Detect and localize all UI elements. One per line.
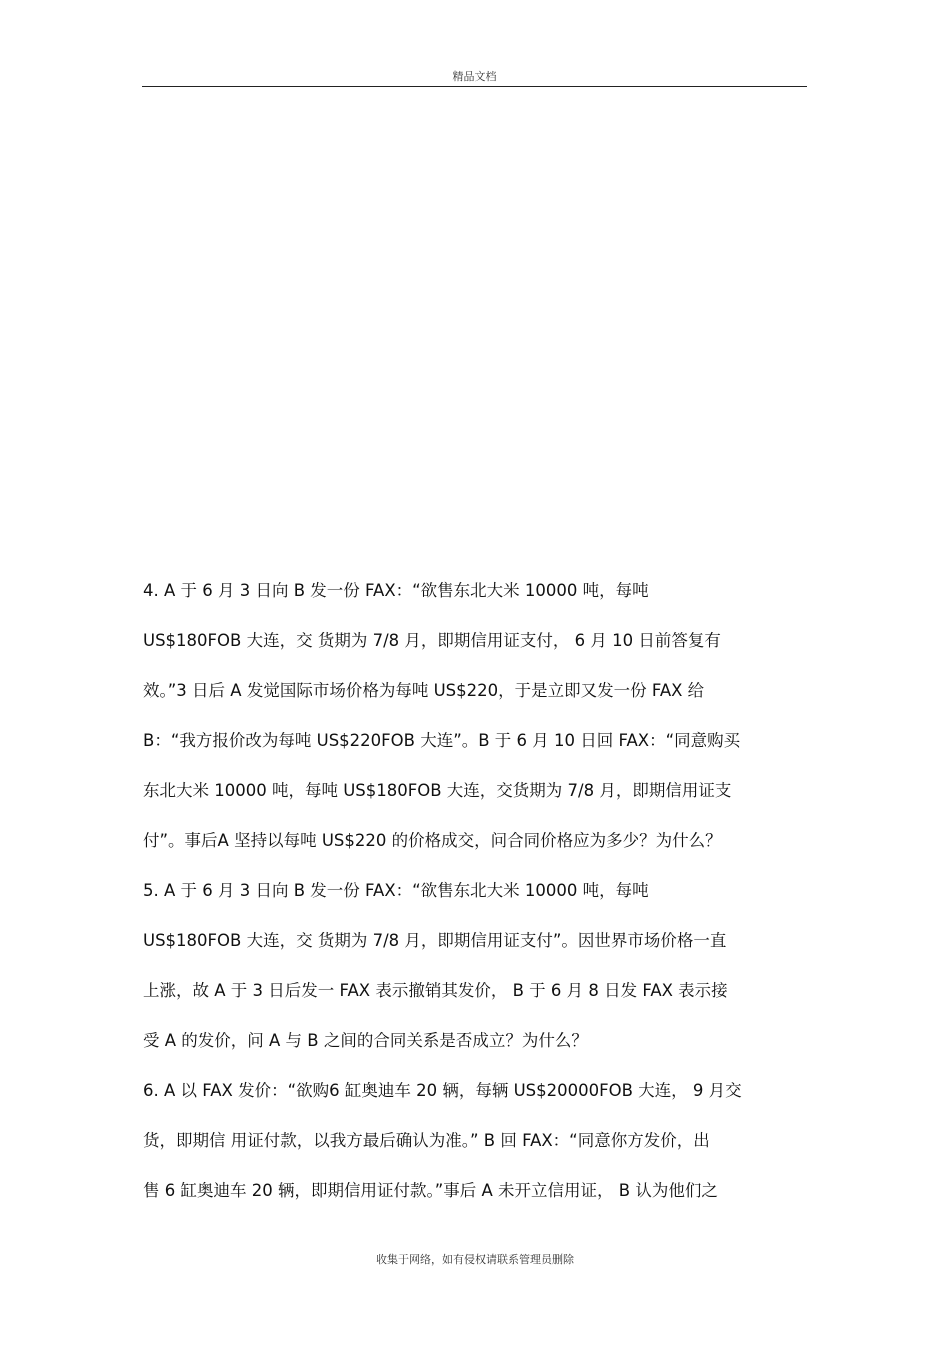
text-line: US$180FOB 大连，交 货期为 7/8 月，即期信用证支付， 6 月 10 日前答复有 [143, 631, 721, 650]
text-line: 上涨，故 A 于 3 日后发一 FAX 表示撤销其发价， B 于 6 月 8 日发 FAX 表示接 [143, 981, 728, 1000]
text-line: 效。”3 日后 A 发觉国际市场价格为每吨 US$220，于是立即又发一份 FAX 给 [143, 681, 705, 700]
text-line: 货，即期信 用证付款，以我方最后确认为准。” B 回 FAX：“同意你方发价，出 [143, 1131, 710, 1150]
text-line: 东北大米 10000 吨，每吨 US$180FOB 大连，交货期为 7/8 月，即期信用证支 [143, 781, 732, 800]
text-line: US$180FOB 大连，交 货期为 7/8 月，即期信用证支付”。因世界市场价格一直 [143, 931, 727, 950]
text-line: 4. A 于 6 月 3 日向 B 发一份 FAX：“欲售东北大米 10000 吨，每吨 [143, 581, 649, 600]
page-header [142, 64, 807, 87]
text-line: 受 A 的发价，问 A 与 B 之间的合同关系是否成立？为什么？ [143, 1031, 588, 1050]
text-line: 5. A 于 6 月 3 日向 B 发一份 FAX：“欲售东北大米 10000 吨，每吨 [143, 881, 649, 900]
header-title: 精品文档 [452, 70, 497, 83]
document-body [143, 573, 807, 1223]
text-line: 6. A 以 FAX 发价：“欲购6 缸奥迪车 20 辆，每辆 US$20000FOB 大连， 9 月交 [143, 1081, 742, 1100]
text-line: 付”。事后A 坚持以每吨 US$220 的价格成交，问合同价格应为多少？为什么？ [143, 831, 722, 850]
page-footer: 收集于网络，如有侵权请联系管理员删除 [376, 1253, 574, 1266]
text-line: B：“我方报价改为每吨 US$220FOB 大连”。B 于 6 月 10 日回 FAX：“同意购买 [143, 731, 741, 750]
text-line: 售 6 缸奥迪车 20 辆，即期信用证付款。”事后 A 未开立信用证， B 认为他们之 [143, 1181, 718, 1200]
